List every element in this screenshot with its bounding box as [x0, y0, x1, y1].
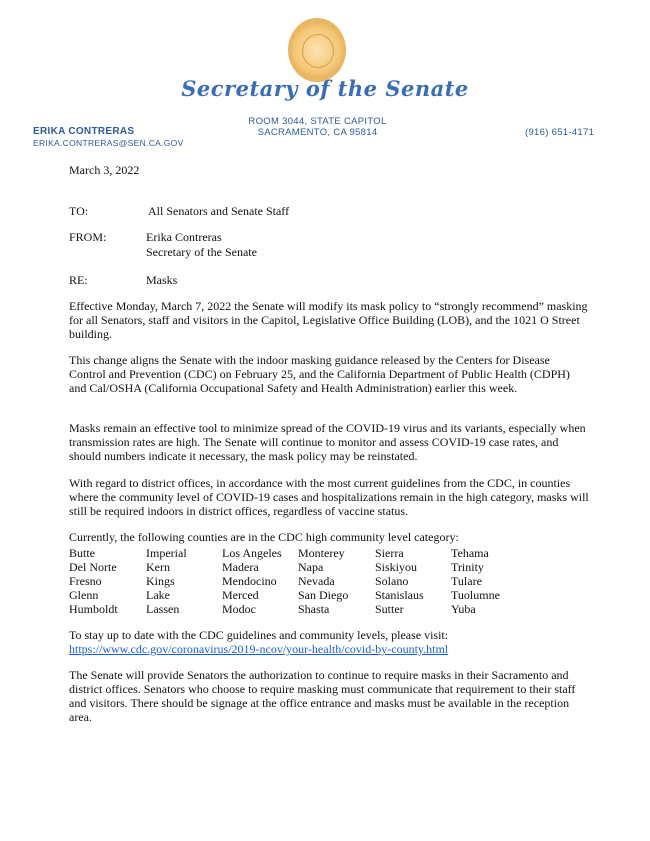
paragraph: Masks remain an effective tool to minimize spread of the COVID-19 virus and its variants, especially when transmission rates are high. The Senate will continue to monitor and assess COVID-19 case rates, and should numbers indicate it necessary, the mask policy may be reinstated. — [69, 421, 586, 463]
county-name: Napa — [298, 560, 324, 574]
state-seal-logo — [288, 18, 346, 82]
date: March 3, 2022 — [69, 163, 140, 177]
county-name: Stanislaus — [375, 588, 424, 602]
sender-email: ERIKA.CONTRERAS@SEN.CA.GOV — [33, 138, 184, 148]
county-name: Tehama — [451, 546, 489, 560]
county-name: Monterey — [298, 546, 345, 560]
county-name: Los Angeles — [222, 546, 282, 560]
paragraph: This change aligns the Senate with the indoor masking guidance released by the Centers for Disease Control and Prevention (CDC) on February 25, and the California Department of Public Health (CDPH) and Cal/OSHA (California Occupational Safety and Health Administration) earlier this week. — [69, 353, 570, 395]
county-name: Lake — [146, 588, 170, 602]
county-name: Modoc — [222, 602, 256, 616]
to-label: TO: — [69, 204, 89, 218]
address-line-2: SACRAMENTO, CA 95814 — [257, 127, 378, 138]
county-name: Sierra — [375, 546, 404, 560]
county-name: Tuolumne — [451, 588, 500, 602]
from-name: Erika Contreras — [146, 230, 222, 244]
paragraph: With regard to district offices, in accordance with the most current guidelines from the CDC, in counties where the community level of COVID-19 cases and hospitalizations remain in the high category, masks will still be required indoors in district offices, regardless of vaccine status. — [69, 476, 589, 518]
county-name: Del Norte — [69, 560, 117, 574]
county-name: Lassen — [146, 602, 180, 616]
letterhead-title: Secretary of the Senate — [181, 76, 469, 101]
county-name: Tulare — [451, 574, 482, 588]
county-name: Solano — [375, 574, 409, 588]
county-name: Fresno — [69, 574, 102, 588]
county-name: Glenn — [69, 588, 99, 602]
county-name: Kern — [146, 560, 170, 574]
county-name: San Diego — [298, 588, 349, 602]
paragraph: Currently, the following counties are in the CDC high community level category: — [69, 530, 459, 544]
county-name: Merced — [222, 588, 259, 602]
re-label: RE: — [69, 273, 88, 287]
from-title: Secretary of the Senate — [146, 245, 257, 259]
re-value: Masks — [146, 273, 178, 287]
county-name: Siskiyou — [375, 560, 418, 574]
county-name: Imperial — [146, 546, 187, 560]
from-label: FROM: — [69, 230, 107, 244]
county-name: Yuba — [451, 602, 476, 616]
closing-paragraph: The Senate will provide Senators the authorization to continue to require masks in their Sacramento and district offices. Senators who choose to require masking must communicate that requirement to their staff and visitors. There should be signage at the office entrance and masks must be available in the reception area. — [69, 668, 576, 724]
to-value: All Senators and Senate Staff — [148, 204, 290, 218]
county-name: Butte — [69, 546, 95, 560]
county-name: Mendocino — [222, 574, 277, 588]
county-name: Humboldt — [69, 602, 118, 616]
visit-text: To stay up to date with the CDC guidelines and community levels, please visit: — [69, 628, 449, 642]
cdc-link[interactable]: https://www.cdc.gov/coronavirus/2019-ncov/your-health/covid-by-county.html — [69, 642, 449, 656]
county-name: Shasta — [298, 602, 330, 616]
county-name: Sutter — [375, 602, 404, 616]
county-name: Madera — [222, 560, 259, 574]
paragraph: Effective Monday, March 7, 2022 the Senate will modify its mask policy to “strongly recommend” masking for all Senators, staff and visitors in the Capitol, Legislative Office Building (LOB), and the 1021 O Street building. — [69, 299, 588, 341]
sender-name: ERIKA CONTRERAS — [33, 126, 135, 137]
phone: (916) 651-4171 — [525, 127, 595, 138]
county-name: Nevada — [298, 574, 335, 588]
county-name: Kings — [146, 574, 175, 588]
county-name: Trinity — [451, 560, 484, 574]
address-line-1: ROOM 3044, STATE CAPITOL — [248, 116, 387, 127]
